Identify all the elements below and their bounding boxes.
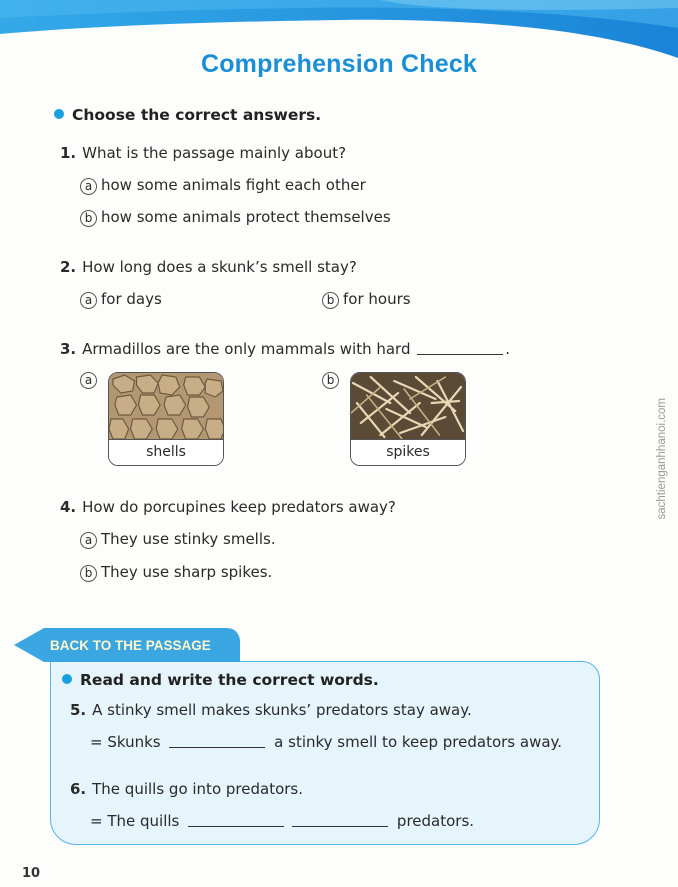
question-text-end: . (505, 340, 511, 358)
answer-blank (417, 343, 503, 355)
question-number: 1. (60, 144, 77, 162)
q3-option-a-card[interactable] (108, 372, 224, 466)
section2-instruction (62, 671, 379, 689)
option-letter-a: a (80, 532, 97, 549)
question-3 (60, 340, 510, 358)
item-sentence: The quills go into predators. (92, 780, 303, 798)
rewrite-end: predators. (396, 812, 475, 830)
question-text: How do porcupines keep predators away? (82, 498, 396, 516)
q4-option-b[interactable] (80, 563, 272, 582)
item-6-rewrite (90, 812, 474, 830)
option-text: for days (101, 290, 162, 308)
question-number: 3. (60, 340, 77, 358)
question-number: 2. (60, 258, 77, 276)
q3-option-b-letter (322, 370, 343, 389)
option-text: They use stinky smells. (101, 530, 276, 548)
option-letter-b: b (322, 372, 339, 389)
q4-option-a[interactable] (80, 530, 276, 549)
section1-instruction-text: Choose the correct answers. (72, 106, 322, 124)
page-title: Comprehension Check (200, 50, 478, 78)
question-4 (60, 498, 396, 516)
item-5 (70, 701, 472, 719)
bullet-icon (62, 674, 72, 684)
rewrite-start: = Skunks (90, 733, 161, 751)
section1-instruction (54, 106, 321, 124)
answer-blank-2[interactable] (292, 815, 388, 827)
item-5-rewrite (90, 733, 562, 751)
item-sentence: A stinky smell makes skunks’ predators stay away. (92, 701, 472, 719)
section2-instruction-text: Read and write the correct words. (80, 671, 379, 689)
option-letter-a: a (80, 178, 97, 195)
option-text: how some animals protect themselves (101, 208, 391, 226)
q2-option-b[interactable] (322, 290, 411, 309)
back-to-passage-label: BACK TO THE PASSAGE (50, 638, 211, 653)
question-text: Armadillos are the only mammals with hard (82, 340, 411, 358)
option-text: They use sharp spikes. (101, 563, 273, 581)
watermark: sachtienganhhanoi.com (656, 398, 668, 520)
item-6 (70, 780, 303, 798)
option-text: how some animals fight each other (101, 176, 366, 194)
armadillo-shell-image (109, 373, 223, 441)
porcupine-spikes-image (351, 373, 465, 441)
option-letter-a: a (80, 292, 97, 309)
q1-option-a[interactable] (80, 176, 366, 195)
question-number: 4. (60, 498, 77, 516)
question-2 (60, 258, 357, 276)
option-letter-b: b (80, 210, 97, 227)
rewrite-end: a stinky smell to keep predators away. (274, 733, 563, 751)
page-number: 10 (22, 866, 41, 881)
answer-blank-1[interactable] (188, 815, 284, 827)
question-1 (60, 144, 346, 162)
card-label: spikes (351, 439, 465, 465)
q2-option-a[interactable] (80, 290, 162, 309)
question-text: How long does a skunk’s smell stay? (82, 258, 357, 276)
question-text: What is the passage mainly about? (82, 144, 347, 162)
bullet-icon (54, 109, 64, 119)
q3-option-a-letter (80, 370, 101, 389)
item-number: 6. (70, 780, 87, 798)
option-letter-a: a (80, 372, 97, 389)
option-letter-b: b (322, 292, 339, 309)
option-letter-b: b (80, 565, 97, 582)
q3-option-b-card[interactable] (350, 372, 466, 466)
answer-blank[interactable] (169, 736, 265, 748)
q1-option-b[interactable] (80, 208, 391, 227)
rewrite-start: = The quills (90, 812, 180, 830)
item-number: 5. (70, 701, 87, 719)
card-label: shells (109, 439, 223, 465)
option-text: for hours (343, 290, 411, 308)
